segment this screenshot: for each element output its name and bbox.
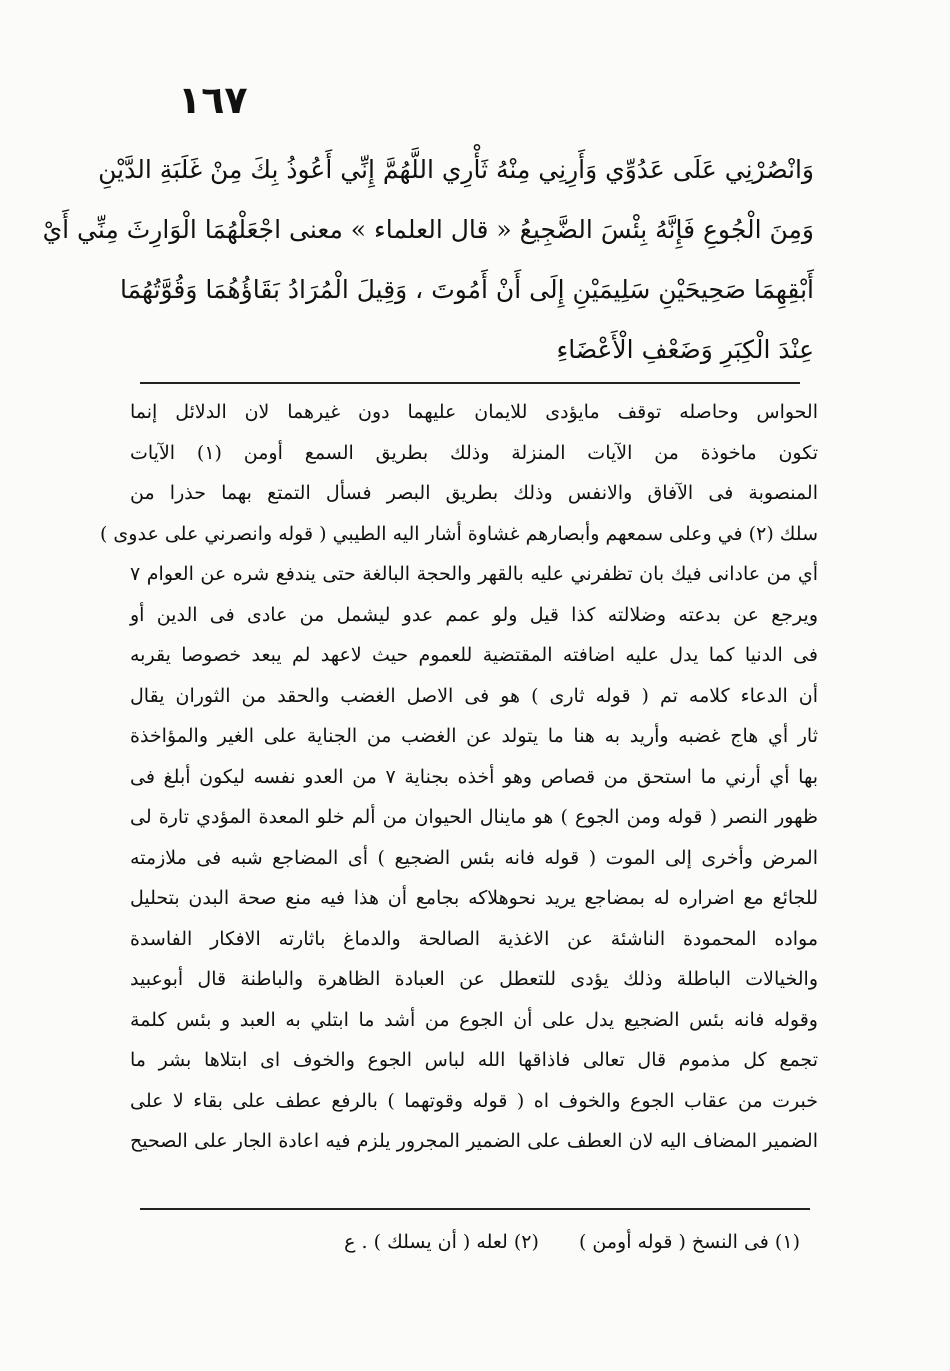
footnotes bbox=[270, 1222, 800, 1262]
main-text-line: وَانْصُرْنِي عَلَى عَدُوِّي وَأَرِنِي مِنْهُ ثَأْرِي اللَّهُمَّ إِنِّي أَعُوذُ بِكَ مِنْ غَلَبَةِ الدَّيْنِ bbox=[98, 155, 814, 184]
commentary-line: فى الدنيا كما يدل عليه اضافته المقتضية للعموم حيث لاعهد لم يبعد خصوصا يقربه bbox=[130, 644, 818, 666]
commentary-line: ويرجع عن بدعته وضلالته كذا قيل ولو عمم عدو ليشمل من عادى فى الدين أو bbox=[130, 603, 818, 626]
commentary-line: تجمع كل مذموم قال تعالى فاذاقها الله لباس الجوع والخوف اى ابتلاها بشر ما bbox=[130, 1049, 818, 1071]
commentary-line: المنصوبة فى الآفاق والانفس وذلك بطريق البصر فسأل التمتع بهما حذرا من bbox=[130, 482, 818, 504]
commentary-line: وقوله فانه بئس الضجيع يدل على أن الجوع من أشد ما ابتلي به العبد و بئس كلمة bbox=[130, 1008, 818, 1031]
commentary-line: والخيالات الباطلة وذلك يؤدى للتعطل عن العبادة الظاهرة والباطنة قال أبوعبيد bbox=[130, 968, 818, 990]
commentary-line: سلك (٢) في وعلى سمعهم وأبصارهم غشاوة أشار اليه الطيبي ( قوله وانصرني على عدوى ) bbox=[99, 522, 818, 545]
commentary-line: ثار أي هاج غضبه وأريد به هنا ما يتولد عن الغضب من الجناية على الغير والمؤاخذة bbox=[130, 725, 818, 747]
commentary-line: أن الدعاء كلامه تم ( قوله ثارى ) هو فى الاصل الغضب والحقد من الثوران يقال bbox=[130, 684, 818, 707]
commentary-line: تكون ماخوذة من الآيات المنزلة وذلك بطريق السمع أومن (١) الآيات bbox=[130, 441, 818, 464]
main-text-line: أَبْقِهِمَا صَحِيحَيْنِ سَلِيمَيْنِ إِلَى أَنْ أَمُوتَ ، وَقِيلَ الْمُرَادُ بَقَاؤُهُمَا وَقُوَّتُهُمَا bbox=[119, 275, 814, 304]
page-number: ١٦٧ bbox=[178, 78, 248, 122]
separator-rule-bottom bbox=[140, 1208, 810, 1210]
commentary-line: الضمير المضاف اليه لان العطف على الضمير المجرور يلزم فيه اعادة الجار على الصحيح bbox=[130, 1130, 818, 1152]
commentary-line: خبرت من عقاب الجوع والخوف اه ( قوله وقوتهما ) بالرفع عطف على بقاء لا على bbox=[130, 1089, 818, 1112]
commentary-line: مواده المحمودة الناشئة عن الاغذية الصالحة والدماغ باثارته الافكار الفاسدة bbox=[130, 927, 818, 950]
main-text-line: عِنْدَ الْكِبَرِ وَضَعْفِ الْأَعْضَاءِ bbox=[556, 335, 814, 364]
commentary-line: للجائع مع اضراره له بمضاجع يريد نحوهلاكه بجامع أن هذا فيه منع صحة البدن بتحليل bbox=[130, 887, 818, 909]
commentary-line: ظهور النصر ( قوله ومن الجوع ) هو ماينال الحيوان من ألم خلو المعدة المؤدي تارة لى bbox=[130, 806, 818, 828]
commentary-line: المرض وأخرى إلى الموت ( قوله فانه بئس الضجيع ) أى المضاجع شبه فى ملازمته bbox=[130, 846, 818, 869]
main-text-line: وَمِنَ الْجُوعِ فَإِنَّهُ بِئْسَ الضَّجِيعُ « قال العلماء » معنى اجْعَلْهُمَا الْوَارِثَ مِنِّي أَيْ bbox=[42, 215, 814, 244]
footnote-1: (١) فى النسخ ( قوله أومن ) bbox=[578, 1231, 800, 1253]
commentary-line: أي من عادانى فيك بان تظفرني عليه بالقهر والحجة البالغة حتى يندفع شره عن العوام ٧ bbox=[130, 563, 818, 585]
commentary bbox=[99, 392, 818, 1162]
main-text bbox=[42, 140, 814, 380]
separator-rule-top bbox=[140, 382, 800, 384]
commentary-line: بها أي أرني ما استحق من قصاص وهو أخذه بجناية ٧ من العدو نفسه ليكون أبلغ فى bbox=[130, 765, 818, 788]
footnote-2: (٢) لعله ( أن يسلك ) . ع bbox=[344, 1231, 539, 1253]
commentary-line: الحواس وحاصله توقف مايؤدى للايمان عليهما دون غيرهما لان الدلائل إنما bbox=[130, 401, 818, 423]
